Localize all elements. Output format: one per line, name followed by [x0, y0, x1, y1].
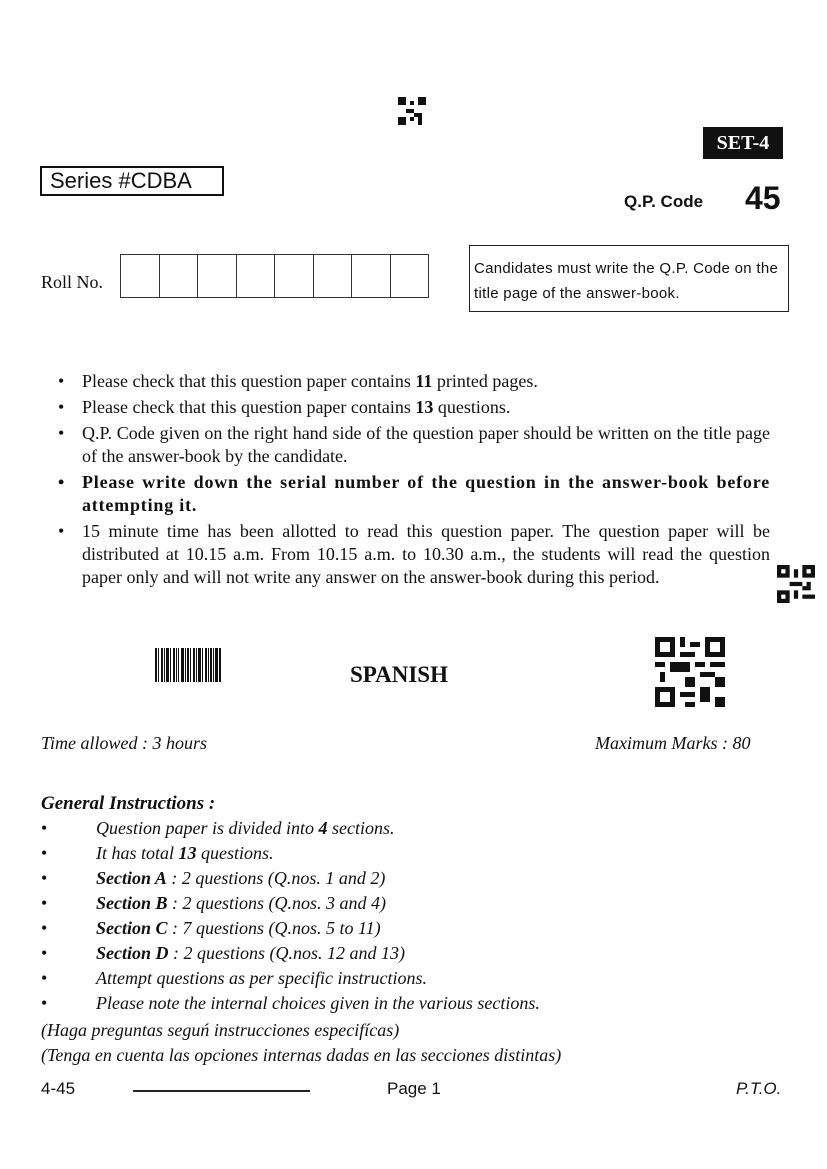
instructions-list — [58, 370, 770, 592]
maximum-marks: Maximum Marks : 80 — [595, 733, 751, 753]
time-allowed: Time allowed : 3 hours — [41, 733, 208, 753]
qp-code-value: 45 — [745, 180, 781, 216]
roll-number-label: Roll No. — [41, 272, 104, 292]
roll-box[interactable] — [121, 255, 160, 297]
series-label: Series #CDBA — [40, 166, 224, 196]
roll-box[interactable] — [352, 255, 391, 297]
set-badge: SET-4 — [703, 127, 783, 159]
roll-number-boxes[interactable] — [120, 254, 429, 298]
footer-code: 4-45 — [41, 1079, 76, 1098]
page-number: Page 1 — [387, 1079, 441, 1098]
footer-divider — [133, 1090, 310, 1092]
roll-box[interactable] — [391, 255, 429, 297]
roll-box[interactable] — [314, 255, 353, 297]
instruction-item: • Please check that this question paper contains 13 questions. — [58, 396, 770, 419]
instruction-item: • Please write down the serial number of the question in the answer-book before attempting it. — [58, 471, 770, 517]
qp-code-label: Q.P. Code — [624, 192, 704, 211]
roll-box[interactable] — [160, 255, 199, 297]
subject-title: SPANISH — [350, 662, 448, 687]
qr-code-side — [777, 565, 815, 603]
roll-box[interactable] — [198, 255, 237, 297]
qr-code-main — [655, 637, 725, 707]
spanish-note: (Haga preguntas seguń instrucciones especifícas) — [41, 1020, 400, 1040]
qr-code-top — [398, 97, 426, 125]
barcode — [155, 648, 221, 682]
pto-label: P.T.O. — [736, 1079, 782, 1098]
spanish-note: (Tenga en cuenta las opciones internas dadas en las secciones distintas) — [41, 1045, 562, 1065]
instruction-item: • Please check that this question paper contains 11 printed pages. — [58, 370, 770, 393]
roll-box[interactable] — [237, 255, 276, 297]
instruction-item: • 15 minute time has been allotted to read this question paper. The question paper will be distributed at 10.15 a.m. From 10.15 a.m. to 10.30 a.m., the students will read the question paper only and will not write any answer on the answer-book during this period. — [58, 520, 770, 589]
roll-box[interactable] — [275, 255, 314, 297]
instruction-item: • Q.P. Code given on the right hand side of the question paper should be written on the title page of the answer-book by the candidate. — [58, 422, 770, 468]
candidate-note: Candidates must write the Q.P. Code on the title page of the answer-book. — [469, 245, 789, 312]
general-instructions-title: General Instructions : — [41, 793, 216, 814]
